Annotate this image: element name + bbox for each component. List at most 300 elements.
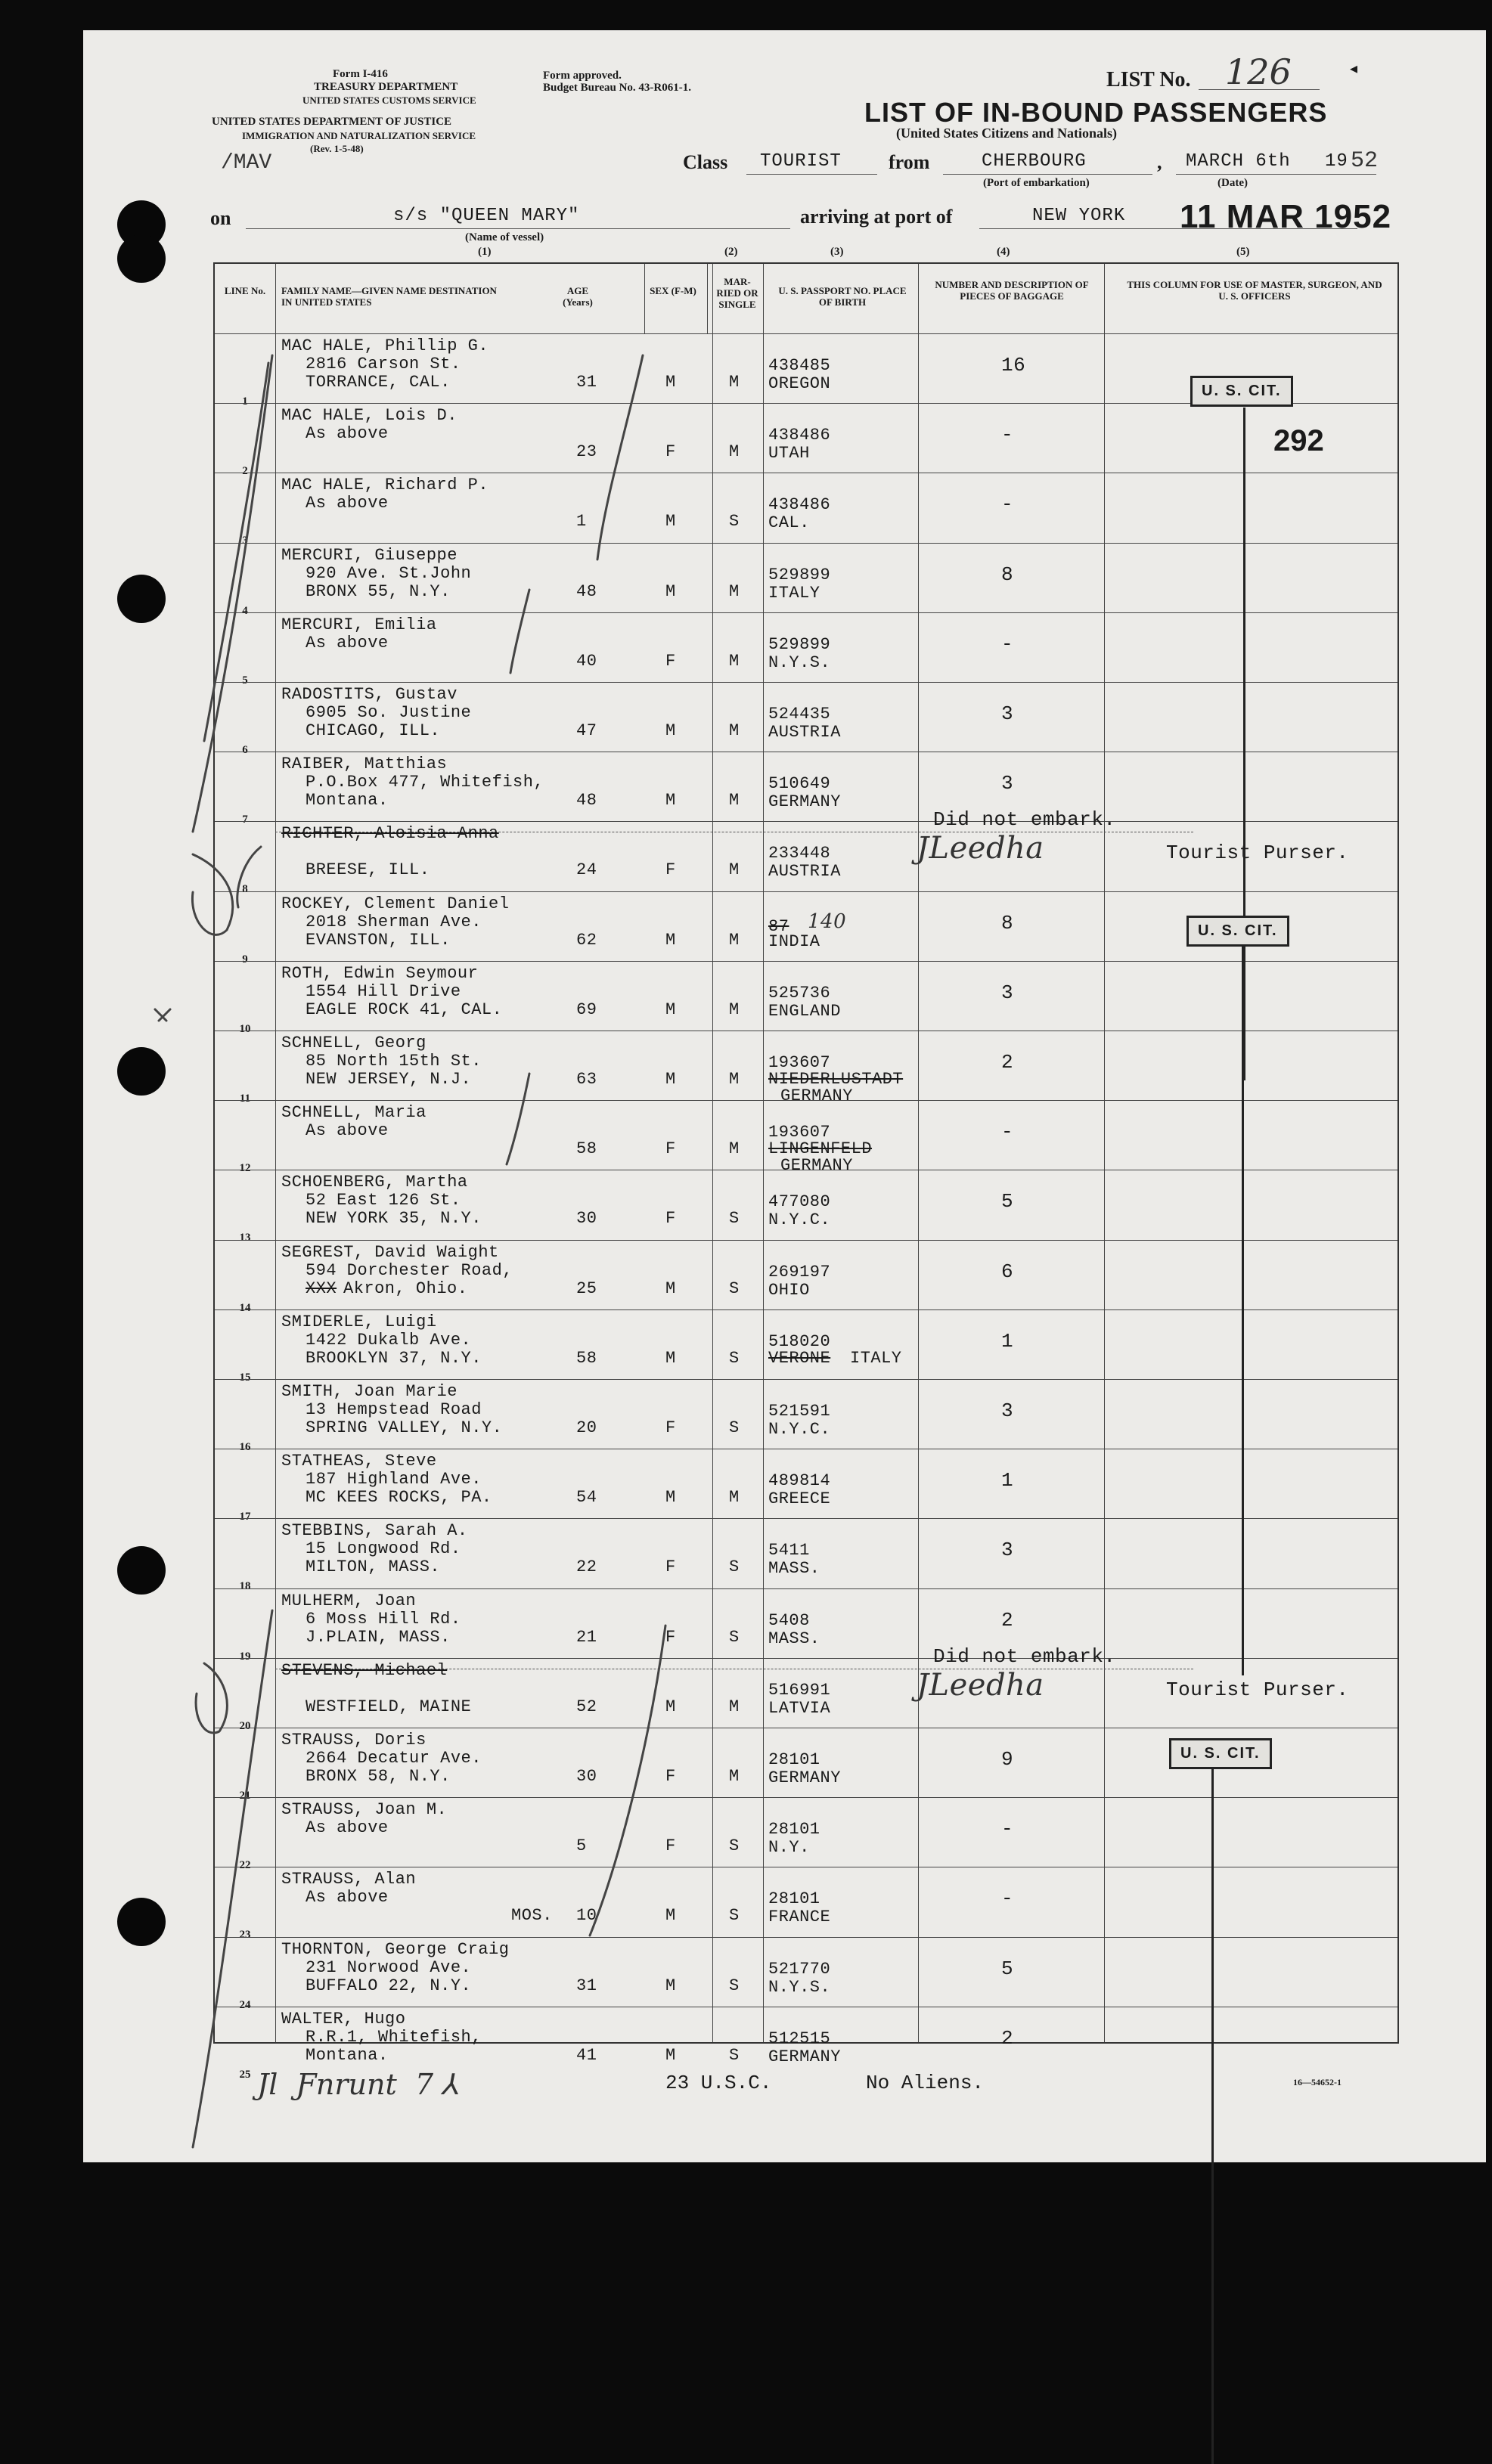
address-line: 1554 Hill Drive <box>306 981 461 1001</box>
baggage-count: 5 <box>1001 1190 1014 1213</box>
passenger-name: MAC HALE, Richard P. <box>281 476 489 495</box>
ins-service: IMMIGRATION AND NATURALIZATION SERVICE <box>242 130 476 141</box>
age-value: 48 <box>576 791 597 810</box>
line-number: 20 <box>239 1719 251 1732</box>
line-number: 15 <box>239 1371 251 1384</box>
port-value: NEW YORK <box>1032 206 1126 226</box>
baggage-count: 9 <box>1001 1748 1014 1771</box>
passenger-name: RICHTER, Aloisia Anna <box>281 824 499 844</box>
birthplace: N.Y. <box>768 1838 810 1858</box>
birthplace: AUSTRIA <box>768 723 841 742</box>
us-cit-stamp: U. S. CIT. <box>1190 376 1293 407</box>
header-line-no: LINE No. <box>224 285 266 296</box>
initials: /MAV <box>221 151 272 175</box>
sex-value: M <box>665 373 676 392</box>
marital-status: S <box>729 2045 740 2065</box>
age-value: 52 <box>576 1697 597 1716</box>
sex-value: M <box>665 1906 676 1926</box>
form-number: Form I-416 <box>333 68 388 80</box>
destination-line: Akron, Ohio. <box>343 1278 468 1298</box>
birthplace: OREGON <box>768 374 831 393</box>
passenger-name: MAC HALE, Lois D. <box>281 406 458 426</box>
year-value: 52 <box>1351 148 1379 174</box>
birthplace: N.Y.C. <box>768 1420 831 1439</box>
age-value: 22 <box>576 1557 597 1577</box>
baggage-count: 3 <box>1001 1399 1014 1422</box>
destination-line: CHICAGO, ILL. <box>306 721 441 740</box>
birthplace: GERMANY <box>768 2047 841 2066</box>
baggage-count: 8 <box>1001 911 1014 934</box>
age-value: 25 <box>576 1278 597 1298</box>
destination-line: BROOKLYN 37, N.Y. <box>306 1348 482 1368</box>
marital-status: M <box>729 581 740 601</box>
col-num-4: (4) <box>997 246 1010 258</box>
from-caption: (Port of embarkation) <box>983 177 1090 189</box>
marital-status: M <box>729 1697 740 1716</box>
customs-service: UNITED STATES CUSTOMS SERVICE <box>302 95 476 106</box>
age-value: 5 <box>576 1836 587 1856</box>
address-line: 2018 Sherman Ave. <box>306 912 482 931</box>
destination-line: BREESE, ILL. <box>306 860 430 880</box>
birthplace: AUSTRIA <box>768 862 841 882</box>
line-number: 1 <box>242 395 248 408</box>
passport-number: 140 <box>808 910 847 933</box>
address-line: 2816 Carson St. <box>306 355 461 373</box>
header-passport: U. S. PASSPORT NO. PLACE OF BIRTH <box>778 285 907 308</box>
passenger-name: STRAUSS, Joan M. <box>281 1800 448 1820</box>
passenger-name: RADOSTITS, Gustav <box>281 685 458 704</box>
passenger-name: MERCURI, Emilia <box>281 615 437 634</box>
line-number: 19 <box>239 1650 251 1663</box>
header-married: MAR-RIED OR SINGLE <box>716 276 758 310</box>
not-embarked-note: Did not embark. <box>933 808 1116 832</box>
marital-status: S <box>729 1418 740 1437</box>
birthplace: ITALY <box>768 583 820 603</box>
passport-number: 28101 <box>768 1889 820 1909</box>
baggage-count: - <box>1001 423 1014 447</box>
header-name: FAMILY NAME—GIVEN NAME DESTINATION IN UNITED STATES <box>281 285 497 308</box>
passenger-name: SMIDERLE, Luigi <box>281 1312 437 1331</box>
baggage-count: 3 <box>1001 981 1014 1004</box>
passport-number: 193607 <box>768 1123 831 1142</box>
line-number: 16 <box>239 1441 251 1453</box>
passenger-name: STRAUSS, Alan <box>281 1870 417 1889</box>
baggage-count: - <box>1001 1120 1014 1144</box>
marital-status: S <box>729 1836 740 1856</box>
passenger-name: ROTH, Edwin Seymour <box>281 963 479 983</box>
from-label: from <box>889 151 930 173</box>
age-value: 1 <box>576 512 587 532</box>
destination-line: EVANSTON, ILL. <box>306 930 451 950</box>
sex-value: M <box>665 1697 676 1716</box>
destination-line: BRONX 55, N.Y. <box>306 581 451 601</box>
address-line: 15 Longwood Rd. <box>306 1539 461 1559</box>
baggage-count: 1 <box>1001 1329 1014 1353</box>
us-cit-stamp: U. S. CIT. <box>1169 1738 1272 1769</box>
treasury-department: TREASURY DEPARTMENT <box>314 81 458 93</box>
destination-line: MOS. <box>511 1906 553 1926</box>
class-value: TOURIST <box>760 151 842 172</box>
baggage-count: 8 <box>1001 563 1014 586</box>
line-number: 2 <box>242 465 248 478</box>
destination-line: Montana. <box>306 791 389 810</box>
birthplace-struck: NIEDERLUSTADT <box>768 1070 904 1089</box>
age-value: 10 <box>576 1906 597 1926</box>
destination-line: MC KEES ROCKS, PA. <box>306 1488 492 1508</box>
vessel-caption: (Name of vessel) <box>465 231 544 243</box>
passport-number: 516991 <box>768 1680 831 1700</box>
passenger-name: STEBBINS, Sarah A. <box>281 1521 468 1541</box>
birthplace-struck: VERONE <box>768 1348 831 1368</box>
sex-value: M <box>665 2045 676 2065</box>
passport-number: 233448 <box>768 844 831 863</box>
line-number: 22 <box>239 1859 251 1872</box>
address-line: 231 Norwood Ave. <box>306 1957 472 1977</box>
sex-value: M <box>665 512 676 532</box>
birthplace: ITALY <box>850 1348 902 1368</box>
passport-number: 438486 <box>768 426 831 445</box>
baggage-count: 2 <box>1001 1608 1014 1632</box>
line-number: 8 <box>242 883 248 896</box>
sex-value: F <box>665 1836 676 1856</box>
passenger-name: STATHEAS, Steve <box>281 1452 437 1471</box>
class-label: Class <box>683 151 728 173</box>
age-value: 69 <box>576 1000 597 1019</box>
passport-number: 193607 <box>768 1053 831 1072</box>
passport-number: 529899 <box>768 565 831 584</box>
passenger-name: ROCKEY, Clement Daniel <box>281 894 510 913</box>
passport-number: 438486 <box>768 495 831 515</box>
line-number: 13 <box>239 1232 251 1244</box>
col-num-1: (1) <box>478 246 492 258</box>
marital-status: S <box>729 1976 740 1995</box>
sex-value: M <box>665 1278 676 1298</box>
header-sex: SEX (F-M) <box>650 285 696 296</box>
birthplace: ENGLAND <box>768 1001 841 1021</box>
passport-number: 28101 <box>768 1750 820 1769</box>
line-number: 7 <box>242 814 248 826</box>
passenger-name: SCHNELL, Georg <box>281 1034 427 1052</box>
list-title: LIST OF IN-BOUND PASSENGERS <box>864 97 1328 128</box>
address-line: 920 Ave. St.John <box>306 563 472 583</box>
address-line: 13 Hempstead Road <box>306 1400 482 1419</box>
sex-value: M <box>665 1976 676 1995</box>
address-line: 594 Dorchester Road, <box>306 1260 513 1280</box>
baggage-count: 1 <box>1001 1469 1014 1492</box>
justice-department: UNITED STATES DEPARTMENT OF JUSTICE <box>212 116 452 128</box>
age-value: 48 <box>576 581 597 601</box>
passenger-name: STEVENS, Michael <box>281 1660 448 1680</box>
from-value: CHERBOURG <box>982 151 1087 172</box>
passenger-name: RAIBER, Matthias <box>281 755 448 774</box>
age-value: 24 <box>576 860 597 880</box>
marital-status: M <box>729 791 740 810</box>
marital-status: S <box>729 1627 740 1647</box>
marital-status: M <box>729 1767 740 1786</box>
passenger-name: SMITH, Joan Marie <box>281 1382 458 1401</box>
marital-status: M <box>729 930 740 950</box>
birthplace: N.Y.S. <box>768 652 831 672</box>
sex-value: M <box>665 721 676 740</box>
baggage-count: - <box>1001 493 1014 516</box>
header-officers: THIS COLUMN FOR USE OF MASTER, SURGEON, AND U. S. OFFICERS <box>1127 279 1382 302</box>
passport-number: 5411 <box>768 1541 810 1561</box>
sex-value: M <box>665 791 676 810</box>
passport-number: 477080 <box>768 1192 831 1212</box>
budget-bureau: Budget Bureau No. 43-R061-1. <box>543 82 691 94</box>
birthplace: FRANCE <box>768 1908 831 1927</box>
address-line: 52 East 126 St. <box>306 1191 461 1210</box>
year-prefix: 19 <box>1325 151 1348 172</box>
birthplace: CAL. <box>768 513 810 533</box>
form-approved: Form approved. <box>543 70 622 82</box>
line-number: 9 <box>242 953 248 965</box>
sex-value: F <box>665 442 676 462</box>
line-number: 6 <box>242 744 248 756</box>
baggage-count: 2 <box>1001 1051 1014 1074</box>
passport-number: 28101 <box>768 1820 820 1839</box>
age-value: 30 <box>576 1209 597 1229</box>
line-number: 25 <box>239 2068 251 2081</box>
date-comma: , <box>1157 151 1162 173</box>
marital-status: M <box>729 1139 740 1159</box>
line-number: 18 <box>239 1580 251 1593</box>
address-line: R.R.1, Whitefish, <box>306 2027 482 2047</box>
address-line: 6905 So. Justine <box>306 703 472 722</box>
signature-scrawl: Jl Ƒnrunt 7 ⅄ <box>257 2068 461 2101</box>
col-num-2: (2) <box>724 246 738 258</box>
line-number: 11 <box>239 1093 251 1105</box>
line-number: 23 <box>239 1929 251 1942</box>
list-number: 126 <box>1225 51 1292 92</box>
birthplace: INDIA <box>768 931 820 951</box>
birthplace: UTAH <box>768 444 810 463</box>
date-value: MARCH 6th <box>1186 151 1291 172</box>
passenger-name: MAC HALE, Phillip G. <box>281 336 489 355</box>
purser-title: Tourist Purser. <box>1166 841 1349 865</box>
line-number: 24 <box>239 1998 251 2011</box>
birthplace: N.Y.C. <box>768 1210 831 1230</box>
list-subtitle: (United States Citizens and Nationals) <box>896 126 1118 141</box>
address-line: As above <box>306 424 389 444</box>
baggage-count: - <box>1001 632 1014 656</box>
passenger-name: SCHNELL, Maria <box>281 1103 427 1123</box>
age-value: 58 <box>576 1348 597 1368</box>
footer-no-aliens: No Aliens. <box>866 2072 985 2094</box>
marital-status: S <box>729 1278 740 1298</box>
marital-status: M <box>729 721 740 740</box>
age-value: 30 <box>576 1767 597 1786</box>
address-line: As above <box>306 633 389 652</box>
marital-status: M <box>729 1000 740 1019</box>
birthplace: GERMANY <box>768 792 841 812</box>
line-number: 21 <box>239 1790 251 1802</box>
birthplace: LATVIA <box>768 1698 831 1718</box>
passport-number: 521591 <box>768 1402 831 1421</box>
marital-status: M <box>729 373 740 392</box>
destination-line: SPRING VALLEY, N.Y. <box>306 1418 503 1437</box>
line-number: 3 <box>242 535 248 547</box>
age-value: 54 <box>576 1488 597 1508</box>
passenger-name: MERCURI, Giuseppe <box>281 545 458 565</box>
sex-value: F <box>665 1209 676 1229</box>
arrival-stamp: 11 MAR 1952 <box>1180 198 1392 235</box>
sex-value: F <box>665 1418 676 1437</box>
destination-line: BUFFALO 22, N.Y. <box>306 1976 472 1995</box>
baggage-count: 16 <box>1001 354 1026 377</box>
age-value: 40 <box>576 651 597 671</box>
baggage-count: 5 <box>1001 1957 1014 1980</box>
birthplace: N.Y.S. <box>768 1977 831 1997</box>
passport-number: 438485 <box>768 356 831 375</box>
age-value: 31 <box>576 1976 597 1995</box>
on-label: on <box>210 207 231 229</box>
passport-number: 521770 <box>768 1959 831 1979</box>
address-line: 1422 Dukalb Ave. <box>306 1330 472 1350</box>
age-value: 21 <box>576 1627 597 1647</box>
age-value: 41 <box>576 2045 597 2065</box>
age-value: 20 <box>576 1418 597 1437</box>
address-struck: XXX <box>306 1278 337 1298</box>
birthplace: GERMANY <box>768 1768 841 1787</box>
age-value: 31 <box>576 373 597 392</box>
passenger-name: WALTER, Hugo <box>281 2009 406 2029</box>
revision: (Rev. 1-5-48) <box>310 143 364 154</box>
age-value: 47 <box>576 721 597 740</box>
us-cit-stamp: U. S. CIT. <box>1186 916 1289 947</box>
not-embarked-note: Did not embark. <box>933 1644 1116 1668</box>
line-number: 17 <box>239 1511 251 1523</box>
marital-status: S <box>729 1348 740 1368</box>
passport-number: 524435 <box>768 705 831 724</box>
line-number: 12 <box>239 1162 251 1175</box>
line-number: 10 <box>239 1022 251 1035</box>
destination-line: EAGLE ROCK 41, CAL. <box>306 1000 503 1019</box>
birthplace: OHIO <box>768 1280 810 1300</box>
birthplace: GERMANY <box>780 1086 853 1105</box>
destination-line: NEW JERSEY, N.J. <box>306 1070 472 1089</box>
date-caption: (Date) <box>1217 177 1248 189</box>
destination-line: J.PLAIN, MASS. <box>306 1627 451 1647</box>
passport-number: 269197 <box>768 1262 831 1282</box>
passport-number: 529899 <box>768 634 831 654</box>
address-line: 6 Moss Hill Rd. <box>306 1609 461 1629</box>
address-line: As above <box>306 1888 389 1908</box>
marital-status: M <box>729 651 740 671</box>
baggage-count: 3 <box>1001 702 1014 725</box>
header-age: AGE (Years) <box>563 285 593 308</box>
corner-mark: ◂ <box>1350 61 1358 79</box>
birthplace: GERMANY <box>780 1156 853 1176</box>
passport-number: 489814 <box>768 1471 831 1491</box>
passenger-name: STRAUSS, Doris <box>281 1731 427 1750</box>
address-line: As above <box>306 1818 389 1838</box>
marital-status: M <box>729 1488 740 1508</box>
address-line: 187 Highland Ave. <box>306 1470 482 1489</box>
address-line: 2664 Decatur Ave. <box>306 1749 482 1768</box>
print-code: 16—54652-1 <box>1293 2077 1342 2087</box>
line-number: 5 <box>242 674 248 687</box>
address-line: As above <box>306 494 389 513</box>
age-value: 58 <box>576 1139 597 1159</box>
list-no-label: LIST No. <box>1106 68 1191 91</box>
arriving-label: arriving at port of <box>800 206 953 228</box>
passenger-name: THORNTON, George Craig <box>281 1939 510 1959</box>
age-value: 23 <box>576 442 597 462</box>
birthplace: MASS. <box>768 1629 820 1648</box>
footer-usc: 23 U.S.C. <box>665 2072 772 2094</box>
birthplace-struck: LINGENFELD <box>768 1139 873 1159</box>
baggage-count: 6 <box>1001 1260 1014 1283</box>
destination-line: MILTON, MASS. <box>306 1557 441 1577</box>
destination-line: TORRANCE, CAL. <box>306 373 451 392</box>
sex-value: F <box>665 1627 676 1647</box>
citizen-count: 292 <box>1273 424 1324 457</box>
sex-value: F <box>665 860 676 880</box>
vessel-name: s/s "QUEEN MARY" <box>393 206 580 226</box>
sex-value: F <box>665 1557 676 1577</box>
sex-value: F <box>665 651 676 671</box>
destination-line: BRONX 58, N.Y. <box>306 1767 451 1786</box>
sex-value: M <box>665 930 676 950</box>
passport-number: 525736 <box>768 983 831 1003</box>
passport-struck: 87 <box>768 916 789 936</box>
destination-line: WESTFIELD, MAINE <box>306 1697 472 1716</box>
col-num-3: (3) <box>830 246 844 258</box>
passenger-name: SEGREST, David Waight <box>281 1242 499 1262</box>
sex-value: M <box>665 1488 676 1508</box>
marital-status: M <box>729 860 740 880</box>
baggage-count: - <box>1001 1818 1014 1841</box>
purser-title: Tourist Purser. <box>1166 1678 1349 1701</box>
birthplace: GREECE <box>768 1489 831 1509</box>
baggage-count: 3 <box>1001 772 1014 795</box>
baggage-count: 3 <box>1001 1539 1014 1562</box>
sex-value: F <box>665 1767 676 1786</box>
line-number: 4 <box>242 604 248 617</box>
address-line: P.O.Box 477, Whitefish, <box>306 773 544 792</box>
destination-line: Montana. <box>306 2045 389 2065</box>
marital-status: M <box>729 1070 740 1089</box>
line-number: 14 <box>239 1301 251 1314</box>
age-value: 63 <box>576 1070 597 1089</box>
header-baggage: NUMBER AND DESCRIPTION OF PIECES OF BAGGAGE <box>935 279 1089 302</box>
passenger-name: MULHERM, Joan <box>281 1591 417 1610</box>
sex-value: M <box>665 1000 676 1019</box>
destination-line: NEW YORK 35, N.Y. <box>306 1209 482 1229</box>
sex-value: F <box>665 1139 676 1159</box>
marital-status: S <box>729 1557 740 1577</box>
passenger-name: SCHOENBERG, Martha <box>281 1173 468 1192</box>
passport-number: 510649 <box>768 774 831 794</box>
marital-status: S <box>729 1906 740 1926</box>
baggage-count: - <box>1001 1887 1014 1911</box>
address-line: 85 North 15th St. <box>306 1052 482 1071</box>
purser-signature: JLeedha <box>917 831 1044 866</box>
sex-value: M <box>665 581 676 601</box>
passport-number: 512515 <box>768 2029 831 2048</box>
birthplace: MASS. <box>768 1559 820 1579</box>
sex-value: M <box>665 1348 676 1368</box>
sex-value: M <box>665 1070 676 1089</box>
col-num-5: (5) <box>1236 246 1250 258</box>
purser-signature: JLeedha <box>917 1667 1044 1703</box>
marital-status: M <box>729 442 740 462</box>
marital-status: S <box>729 512 740 532</box>
age-value: 62 <box>576 930 597 950</box>
marital-status: S <box>729 1209 740 1229</box>
address-line: As above <box>306 1121 389 1141</box>
